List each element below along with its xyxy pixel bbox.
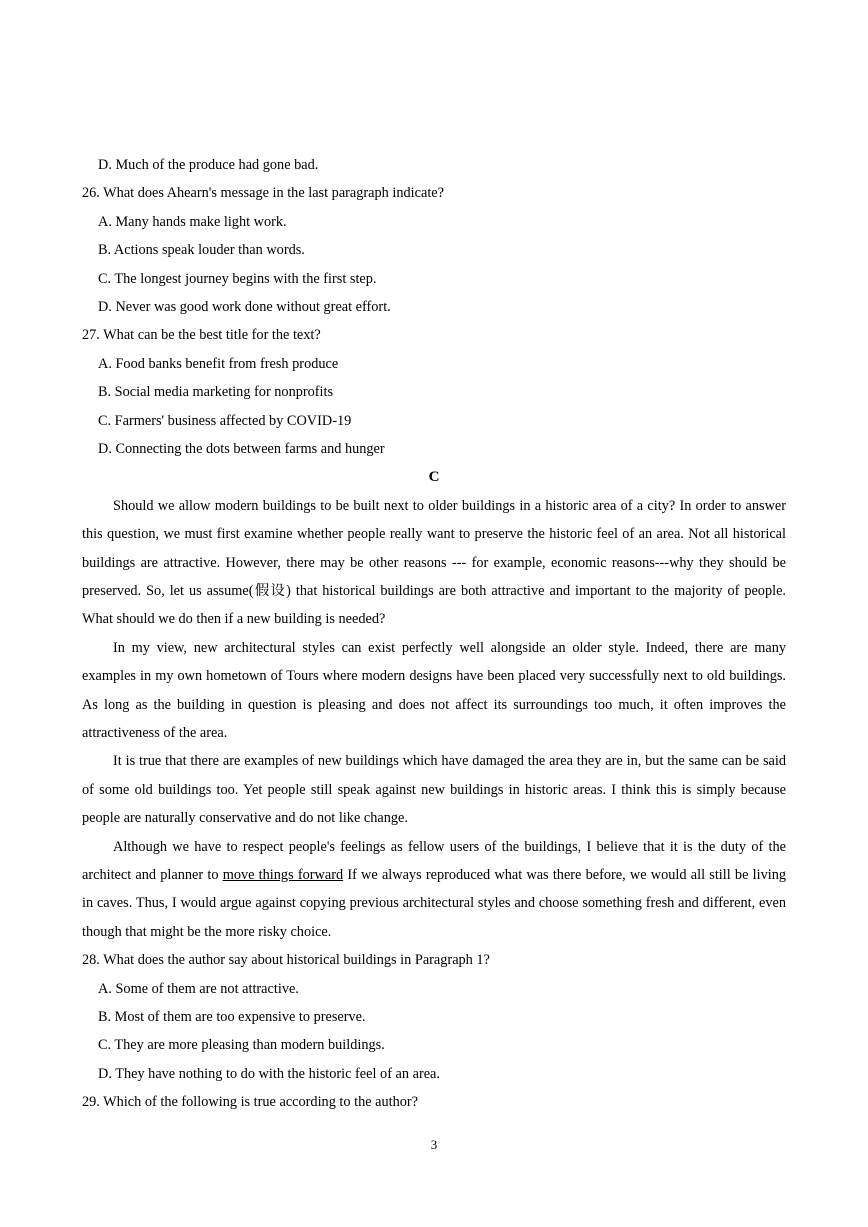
q27-stem: 27. What can be the best title for the text? [82, 327, 321, 344]
passage-paragraph-1: Should we allow modern buildings to be built next to older buildings in a historic area of a city? In order to answer this question, we must first examine whether people really want to preserve the historic feel of an area. Not all historical buildings are attractive. However, there may be other reasons --- for example, economic reasons---why they should be preserved. So, let us assume(假设) that historical buildings are both attractive and important to the majority of people. What should we do then if a new building is needed? [82, 497, 786, 628]
page-number: 3 [430, 1137, 438, 1152]
q28-stem: 28. What does the author say about historical buildings in Paragraph 1? [82, 952, 490, 969]
underlined-phrase: move things forward [222, 866, 344, 883]
q25-option-d: D. Much of the produce had gone bad. [98, 157, 319, 173]
exam-page [82, 151, 786, 1117]
q29-stem: 29. Which of the following is true according to the author? [82, 1094, 419, 1111]
q26-option-a: A. Many hands make light work. [98, 213, 287, 230]
q27-option-b: B. Social media marketing for nonprofits [98, 384, 334, 401]
q28-option-d: D. They have nothing to do with the historic feel of an area. [98, 1065, 440, 1082]
q27-option-c: C. Farmers' business affected by COVID-19 [98, 412, 352, 429]
paragraph-4-text-after: If we always reproduced what was there before, we would all still be living in caves. Thus, I would argue against copying previous architectural styles and choose something fresh and different, even though that might be the more risky choice. [82, 866, 786, 940]
passage-paragraph-3: It is true that there are examples of new buildings which have damaged the area they are in, but the same can be said of some old buildings too. Yet people still speak against new buildings in historic areas. I think this is simply because people are naturally conservative and do not like change. [82, 753, 786, 827]
q26-option-c: C. The longest journey begins with the first step. [98, 270, 377, 287]
passage-paragraph-4 [82, 833, 786, 947]
q28-option-c: C. They are more pleasing than modern buildings. [98, 1037, 385, 1054]
q26-stem: 26. What does Ahearn's message in the last paragraph indicate? [82, 185, 444, 202]
q26-option-b: B. Actions speak louder than words. [98, 242, 305, 259]
q28-option-b: B. Most of them are too expensive to preserve. [98, 1008, 366, 1025]
section-c-title: C [428, 469, 440, 486]
paragraph-4-text-before: Although we have to respect people's feelings as fellow users of the buildings, I believe that it is the duty of the architect and planner to [82, 838, 786, 883]
passage-paragraph-2: In my view, new architectural styles can exist perfectly well alongside an older style. Indeed, there are many examples in my own hometown of Tours where modern designs have been placed very successfully next to old buildings. As long as the building in question is pleasing and does not affect its surroundings too much, it often improves the attractiveness of the area. [82, 639, 786, 741]
q27-option-d: D. Connecting the dots between farms and hunger [98, 440, 385, 457]
q26-option-d: D. Never was good work done without great effort. [98, 298, 391, 315]
q28-option-a: A. Some of them are not attractive. [98, 980, 299, 997]
q27-option-a: A. Food banks benefit from fresh produce [98, 355, 339, 372]
